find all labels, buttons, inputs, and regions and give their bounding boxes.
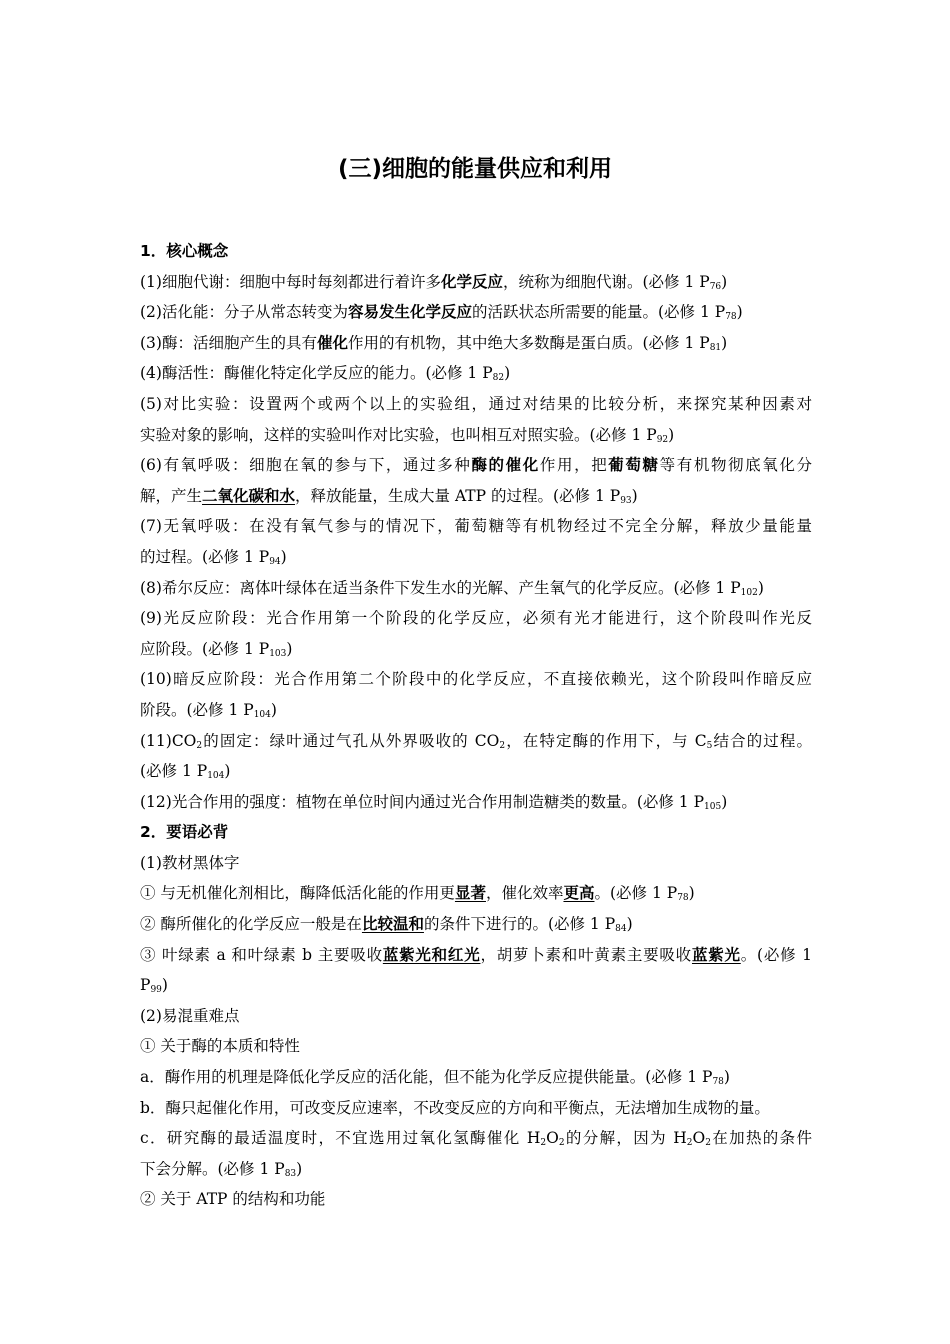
concept-1-line: (1)细胞代谢：细胞中每时每刻都进行着许多化学反应，统称为细胞代谢。(必修 1 $P_{76}$) [140, 272, 728, 292]
section-heading-key-sentences: 2．要语必背 [140, 823, 229, 842]
subheading-difficult-points: (2)易混重难点 [140, 1006, 240, 1025]
document-body [140, 236, 812, 1215]
concept-7-line-2: 的过程。(必修 1 $P_{94}$) [140, 547, 287, 567]
concept-5-line-1: (5)对比实验：设置两个或两个以上的实验组，通过对结果的比较分析，来探究某种因素对 [140, 394, 812, 413]
enzyme-point-a: a．酶作用的机理是降低化学反应的活化能，但不能为化学反应提供能量。(必修 1 $P_{78}$) [140, 1068, 730, 1088]
concept-8-line: (8)希尔反应：离体叶绿体在适当条件下发生水的光解、产生氧气的化学反应。(必修 1 $P_{102}$) [140, 578, 764, 598]
concept-4-line: (4)酶活性：酶催化特定化学反应的能力。(必修 1 $P_{82}$) [140, 364, 511, 384]
page-title: (三)细胞的能量供应和利用 [337, 156, 613, 182]
concept-6-line-2: 解，产生二氧化碳和水，释放能量，生成大量 ATP 的过程。(必修 1 $P_{93}$) [140, 486, 638, 506]
enzyme-point-c-line-2: 下会分解。(必修 1 $P_{83}$) [140, 1159, 303, 1179]
concept-5-line-2: 实验对象的影响，这样的实验叫作对比实验，也叫相互对照实验。(必修 1 $P_{92}$) [140, 425, 675, 445]
concept-9-line-1: (9)光反应阶段：光合作用第一个阶段的化学反应，必须有光才能进行，这个阶段叫作光反 [140, 609, 812, 628]
topic-enzyme-nature: ① 关于酶的本质和特性 [140, 1037, 300, 1056]
concept-3-line: (3)酶：活细胞产生的具有催化作用的有机物，其中绝大多数酶是蛋白质。(必修 1 $P_{81}$) [140, 333, 728, 353]
section-heading-core-concepts: 1．核心概念 [140, 242, 229, 260]
concept-10-line-1: (10)暗反应阶段：光合作用第二个阶段中的化学反应，不直接依赖光，这个阶段叫作暗反应 [140, 670, 812, 689]
enzyme-point-c-line-1: c．研究酶的最适温度时，不宜选用过氧化氢酶催化 $H_2O_2$的分解，因为 $H_2O_2$在加热的条件 [140, 1129, 812, 1149]
topic-atp-structure: ② 关于 ATP 的结构和功能 [140, 1190, 326, 1209]
key-point-1-line: ① 与无机催化剂相比，酶降低活化能的作用更显著，催化效率更高。(必修 1 $P_{78}$) [140, 884, 695, 904]
key-point-2-line: ② 酶所催化的化学反应一般是在比较温和的条件下进行的。(必修 1 $P_{84}$) [140, 915, 633, 935]
concept-11-line-2: (必修 1 $P_{104}$) [140, 762, 231, 782]
concept-9-line-2: 应阶段。(必修 1 $P_{103}$) [140, 639, 293, 659]
concept-7-line-1: (7)无氧呼吸：在没有氧气参与的情况下，葡萄糖等有机物经过不完全分解，释放少量能量 [140, 517, 812, 536]
concept-6-line-1: (6)有氧呼吸：细胞在氧的参与下，通过多种酶的催化作用，把葡萄糖等有机物彻底氧化分 [140, 456, 812, 475]
concept-10-line-2: 阶段。(必修 1 $P_{104}$) [140, 700, 277, 720]
concept-2-line: (2)活化能：分子从常态转变为容易发生化学反应的活跃状态所需要的能量。(必修 1 $P_{78}$) [140, 303, 743, 323]
key-point-3-line-1: ③ 叶绿素 a 和叶绿素 b 主要吸收蓝紫光和红光，胡萝卜素和叶黄素主要吸收蓝紫光。(必修 1 [140, 945, 812, 964]
concept-11-line-1: $(11)CO_2$的固定：绿叶通过气孔从外界吸收的 $CO_2$，在特定酶的作用下，与 $C_5$结合的过程。 [140, 731, 812, 751]
key-point-3-line-2: $P_{99}$) [140, 976, 168, 996]
enzyme-point-b: b．酶只起催化作用，可改变反应速率，不改变反应的方向和平衡点，无法增加生成物的量。 [140, 1098, 770, 1117]
concept-12-line: (12)光合作用的强度：植物在单位时间内通过光合作用制造糖类的数量。(必修 1 $P_{105}$) [140, 792, 728, 812]
subheading-bold-text: (1)教材黑体字 [140, 853, 240, 872]
